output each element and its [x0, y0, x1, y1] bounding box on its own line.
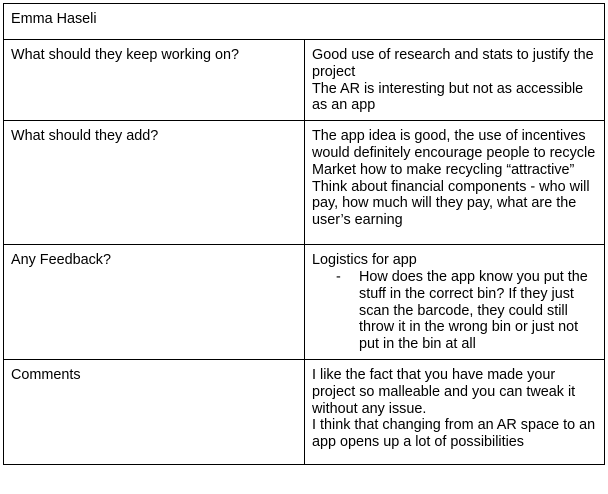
- question-comments: Comments: [4, 359, 305, 464]
- answer-line: Market how to make recycling “attractive”: [312, 161, 575, 178]
- table-row: [4, 359, 605, 464]
- bullet-item: [312, 269, 598, 353]
- feedback-sheet: [3, 3, 605, 465]
- table-row: [4, 40, 605, 121]
- answer-line: Logistics for app: [312, 252, 417, 269]
- table-row: [4, 121, 605, 245]
- answer-line: Think about financial components - who will pay, how much will they pay, what are the user’s earning: [312, 178, 590, 229]
- answer-line: The app idea is good, the use of incentives would definitely encourage people to recycle: [312, 128, 596, 161]
- answer-line: Good use of research and stats to justify the project: [312, 47, 594, 80]
- question-keep-working: What should they keep working on?: [4, 40, 305, 121]
- answer-line: I like the fact that you have made your project so malleable and you can tweak it without any issue.: [312, 366, 576, 417]
- student-name: Emma Haseli: [4, 4, 605, 40]
- answer-line: The AR is interesting but not as accessible as an app: [312, 80, 584, 114]
- answer-feedback: [305, 245, 605, 360]
- answer-add: [305, 121, 605, 245]
- answer-comments: [305, 359, 605, 464]
- answer-line: I think that changing from an AR space to an app opens up a lot of possibilities: [312, 417, 596, 451]
- bullet-text: How does the app know you put the stuff in the correct bin? If they just scan the barcode, they could still throw it in the wrong bin or just not put in the bin at all: [359, 268, 588, 353]
- question-add: What should they add?: [4, 121, 305, 245]
- title-row: [4, 4, 605, 40]
- feedback-table: [3, 3, 605, 465]
- question-feedback: Any Feedback?: [4, 245, 305, 360]
- bullet-dash: -: [336, 268, 341, 285]
- table-row: [4, 245, 605, 360]
- answer-keep-working: [305, 40, 605, 121]
